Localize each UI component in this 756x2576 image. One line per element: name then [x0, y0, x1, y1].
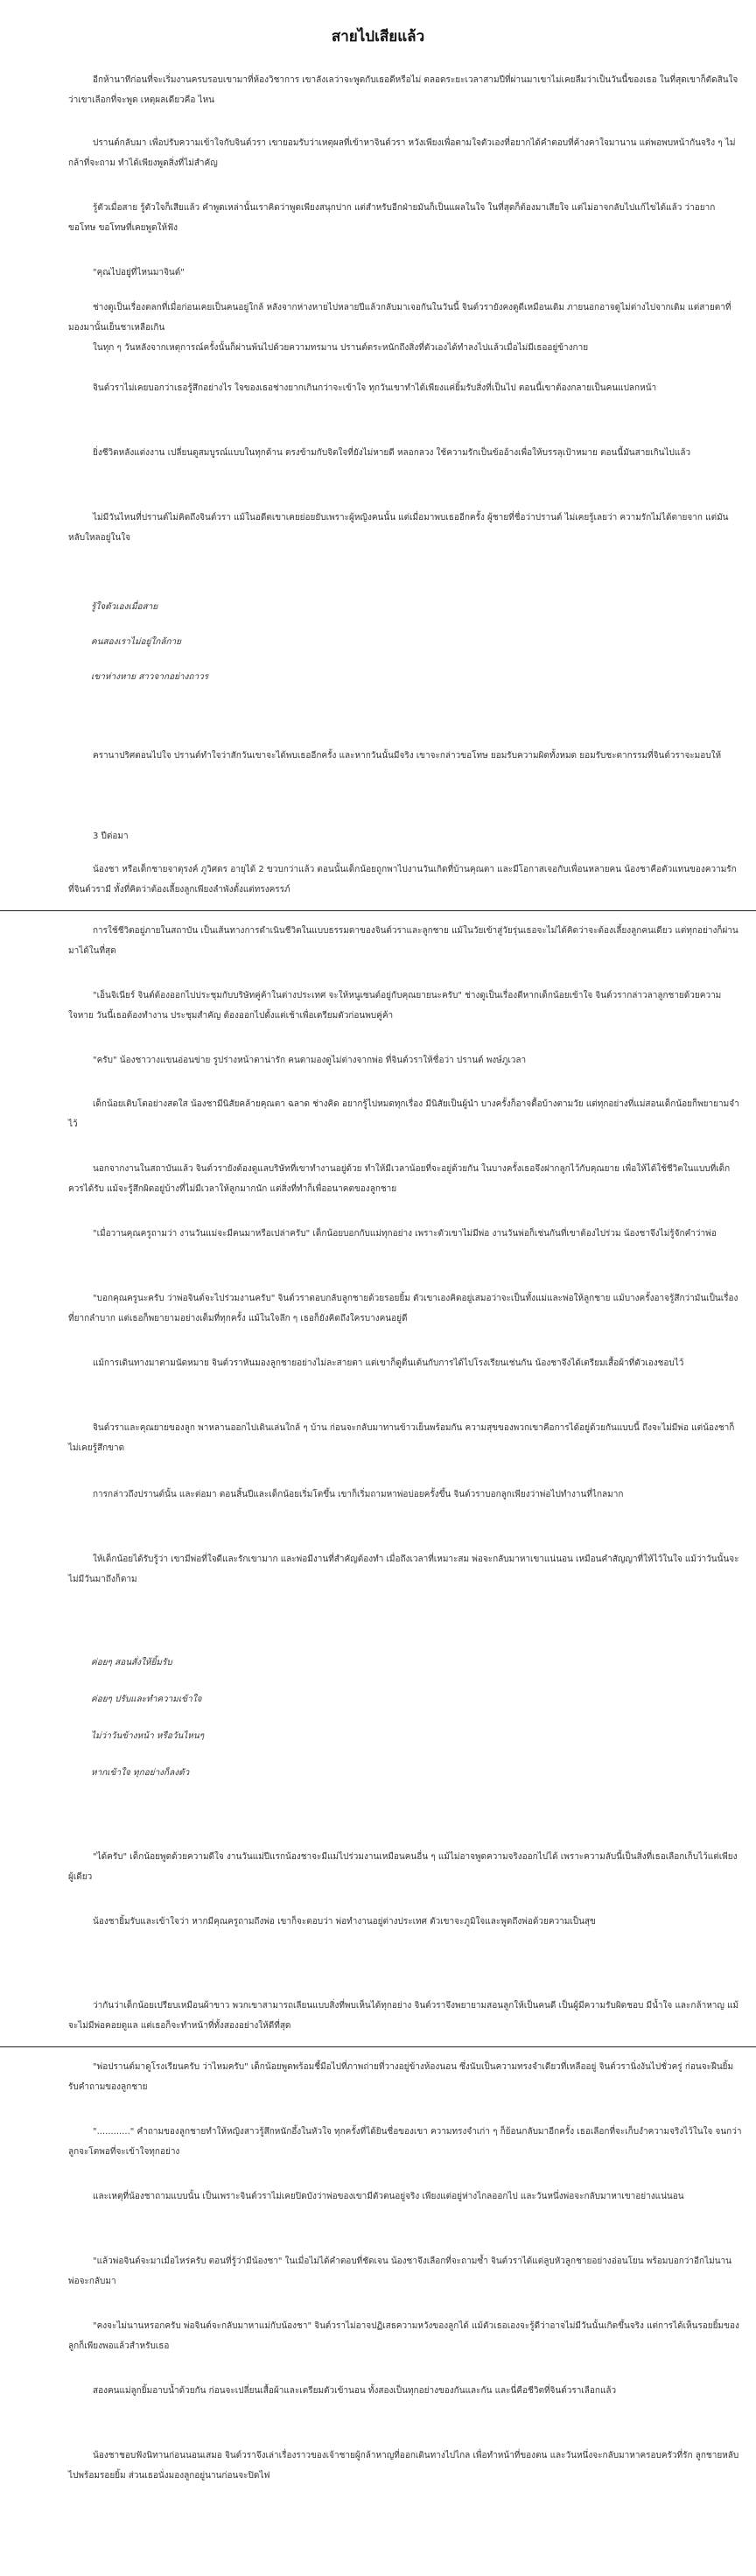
paragraph: รู้ตัวเมื่อสาย รู้ตัวใจก็เสียแล้ว คำพูดเหล่านั้นเราคิดว่าพูดเพียงสนุกปาก แต่สำหรับอีกฝ่ายมันก็เป็นแผลในใจ ในที่สุดก็ต้องมาเสียใจ แต่ไม่อาจกลับไปแก้ไขได้แล้ว ว่าอยากขอโทษ ขอโทษที่เคยพูดให้ฟัง [68, 203, 716, 233]
poem-line: ค่อยๆ ปรับและทำความเข้าใจ [91, 1695, 202, 1704]
paragraph: สองคนแม่ลูกยิ้มอาบน้ำด้วยกัน ก่อนจะเปลี่ยนเสื้อผ้าและเตรียมตัวเข้านอน ทั้งสองเป็นทุกอย่างของกันและกัน และนี่คือชีวิตที่จินต์วราเลือกแล้ว [93, 2386, 617, 2396]
paragraph: ช่างดูเป็นเรื่องตลกที่เมื่อก่อนเคยเป็นคนอยู่ใกล้ หลังจากห่างหายไปหลายปีแล้วกลับมาเจอกันในวันนี้ จินต์วรายังคงดูดีเหมือนเดิม ภายนอกอาจดูไม่ต่างไปจากเดิม แต่สายตาที่มองมานั้นเย็นชาเหลือเกิน [68, 303, 732, 333]
section-divider [0, 910, 756, 911]
poem-line: ไม่ว่าวันข้างหน้า หรือวันไหนๆ [91, 1731, 205, 1741]
paragraph: เด็กน้อยเติบโตอย่างสดใส น้องชามีนิสัยคล้ายคุณตา ฉลาด ช่างคิด อยากรู้ไปหมดทุกเรื่อง มีนิสัยเป็นผู้นำ บางครั้งก็อาจดื้อบ้างตามวัย แต่ทุกอย่างที่แม่สอนเด็กน้อยก็พยายามจำไว้ [68, 1099, 739, 1129]
paragraph: น้องชายิ้มรับและเข้าใจว่า หากมีคุณครูถามถึงพ่อ เขาก็จะตอบว่า พ่อทำงานอยู่ต่างประเทศ ตัวเขาจะภูมิใจและพูดถึงพ่อด้วยความเป็นสุข [93, 1917, 596, 1927]
dialogue-line: "เมื่อวานคุณครูถามว่า งานวันแม่จะมีคนมาหรือเปล่าครับ" เด็กน้อยบอกกับแม่ทุกอย่าง เพราะตัวเขาไม่มีพ่อ งานวันพ่อก็เช่นกันที่เขาต้องไปร่วม น้องชาจึงไม่รู้จักคำว่าพ่อ [93, 1229, 717, 1239]
dialogue-line: "บอกคุณครูนะครับ ว่าพ่อจินต์จะไปร่วมงานครับ" จินต์วราตอบกลับลูกชายด้วยรอยยิ้ม ตัวเขาเองคิดอยู่เสมอว่าจะเป็นทั้งแม่และพ่อให้ลูกชาย แม้บางครั้งอาจรู้สึกว่ามันเป็นเรื่องที่ยากลำบาก แต่เธอก็พยายามอย่างเต็มที่ทุกครั้ง แม้ในใจลึก ๆ เธอก็ยังคิดถึงใครบางคนอยู่ดี [68, 1294, 738, 1323]
paragraph: แม้การเดินทางมาตามนัดหมาย จินต์วราหันมองลูกชายอย่างไม่ละสายตา แต่เขาก็ดูตื่นเต้นกับการได้ไปโรงเรียนเช่นกัน น้องชาจึงได้เตรียมเสื้อผ้าที่ตัวเองชอบไว้ [93, 1358, 684, 1368]
paragraph: น้องชาชอบฟังนิทานก่อนนอนเสมอ จินต์วราจึงเล่าเรื่องราวของเจ้าชายผู้กล้าหาญที่ออกเดินทางไปไกล เพื่อทำหน้าที่ของตน และวันหนึ่งจะกลับมาหาครอบครัวที่รัก ลูกชายหลับไปพร้อมรอยยิ้ม ส่วนเธอนั่งมองลูกอยู่นานก่อนจะปิดไฟ [68, 2451, 739, 2481]
paragraph: ยิ่งชีวิตหลังแต่งงาน เปลี่ยนดูสมบูรณ์แบบในทุกด้าน ตรงข้ามกับจิตใจที่ยังไม่หายดี หลอกลวง ใช้ความรักเป็นข้ออ้างเพื่อให้บรรลุเป้าหมาย ตอนนี้มันสายเกินไปแล้ว [93, 448, 691, 458]
paragraph: ว่ากันว่าเด็กน้อยเปรียบเหมือนผ้าขาว พวกเขาสามารถเลียนแบบสิ่งที่พบเห็นได้ทุกอย่าง จินต์วราจึงพยายามสอนลูกให้เป็นคนดี เป็นผู้มีความรับผิดชอบ มีน้ำใจ และกล้าหาญ แม้จะไม่มีพ่อคอยดูแล แต่เธอก็จะทำหน้าที่ทั้งสองอย่างให้ดีที่สุด [68, 2001, 739, 2031]
poem-line: คนสองเราไม่อยู่ใกล้กาย [91, 637, 182, 647]
paragraph: จินต์วราและคุณยายของลูก พาหลานออกไปเดินเล่นใกล้ ๆ บ้าน ก่อนจะกลับมาทานข้าวเย็นพร้อมกัน ความสุขของพวกเขาคือการได้อยู่ด้วยกันแบบนี้ ถึงจะไม่มีพ่อ แต่น้องชาก็ไม่เคยรู้สึกขาด [68, 1423, 735, 1453]
dialogue-line: "เอ็นจิเนียร์ จินต์ต้องออกไปประชุมกับบริษัทคู่ค้าในต่างประเทศ จะให้หนูเซนต์อยู่กับคุณยายนะครับ" ช่างดูเป็นเรื่องดีหากเด็กน้อยเข้าใจ จินต์วรากล่าวลาลูกชายด้วยความใจหาย วันนี้เธอต้องทำงาน ประชุมสำคัญ ต้องออกไปตั้งแต่เช้าเพื่อเตรียมตัวก่อนพบคู่ค้า [68, 991, 722, 1021]
dialogue-line: "ครับ" น้องชาวางแขนอ่อนข่าย รูปร่างหน้าตาน่ารัก คนตามองดูไม่ต่างจากพ่อ ที่จินต์วราให้ชื่อว่า ปรานต์ พงษ์ภูเวลา [93, 1056, 527, 1065]
paragraph: "............" คำถามของลูกชายทำให้หญิงสาวรู้สึกหนักอึ้งในหัวใจ ทุกครั้งที่ได้ยินชื่อของเขา ความทรงจำเก่า ๆ ก็ย้อนกลับมาอีกครั้ง เธอเลือกที่จะเก็บงำความจริงไว้ในใจ จนกว่าลูกจะโตพอที่จะเข้าใจทุกอย่าง [68, 2127, 742, 2157]
paragraph: จินต์วราไม่เคยบอกว่าเธอรู้สึกอย่างไร ใจของเธอช่างยากเกินกว่าจะเข้าใจ ทุกวันเขาทำได้เพียงแค่ยิ้มรับสิ่งที่เป็นไป ตอนนี้เขาต้องกลายเป็นคนแปลกหน้า [93, 383, 657, 393]
paragraph: ครานาปริศตอนไปใจ ปรานต์ทำใจว่าสักวันเขาจะได้พบเธออีกครั้ง และหากวันนั้นมีจริง เขาจะกล่าวขอโทษ ยอมรับความผิดทั้งหมด ยอมรับชะตากรรมที่จินต์วราจะมอบให้ [93, 751, 722, 761]
dialogue-line: "พ่อปรานต์มาดูโรงเรียนครับ ว่าไหมครับ" เด็กน้อยพูดพร้อมชี้มือไปที่ภาพถ่ายที่วางอยู่ข้างห้องนอน ซึ่งนับเป็นความทรงจำเดียวที่เหลืออยู่ จินต์วรานิ่งงันไปชั่วครู่ ก่อนจะฝืนยิ้มรับคำถามของลูกชาย [68, 2062, 734, 2092]
paragraph: และเหตุที่น้องชาถามแบบนั้น เป็นเพราะจินต์วราไม่เคยปิดบังว่าพ่อของเขามีตัวตนอยู่จริง เพียงแต่อยู่ห่างไกลออกไป และวันหนึ่งพ่อจะกลับมาหาเขาอย่างแน่นอน [93, 2192, 684, 2201]
poem-line: เขาห่างหาย สาวจากอย่างถาวร [91, 672, 209, 682]
poem-line: หากเข้าใจ ทุกอย่างก็ลงตัว [91, 1768, 190, 1778]
paragraph: น้องชา หรือเด็กชายจาตุรงค์ ภูวิศดร อายุได้ 2 ขวบกว่าแล้ว ตอนนั้นเด็กน้อยถูกพาไปงานวันเกิดที่บ้านคุณตา และมีโอกาสเจอกับเพื่อนหลายคน น้องชาคือตัวแทนของความรักที่จินต์วรามี ทั้งที่คิดว่าต้องเลี้ยงลูกเพียงลำพังตั้งแต่ทรงครรภ์ [68, 865, 737, 895]
poem-line: รู้ใจตัวเองเมื่อสาย [91, 602, 158, 612]
poem-line: ค่อยๆ สอนสั่งให้ยิ้มรับ [91, 1658, 172, 1667]
dialogue-line: "คงจะไม่นานหรอกครับ พ่อจินต์จะกลับมาหาแม่กับน้องชา" จินต์วราไม่อาจปฏิเสธความหวังของลูกได้ แม้ตัวเธอเองจะรู้ดีว่าอาจไม่มีวันนั้นเกิดขึ้นจริง แต่การได้เห็นรอยยิ้มของลูกก็เพียงพอแล้วสำหรับเธอ [68, 2321, 739, 2351]
document-title: สายไปเสียแล้ว [331, 28, 425, 46]
paragraph: ปรานต์กลับมา เพื่อปรับความเข้าใจกับจินต์วรา เขายอมรับว่าเหตุผลที่เข้าหาจินต์วรา หวังเพียงเพื่อตามใจตัวเองที่อยากได้คำตอบที่ค้างคาใจมานาน แต่พอพบหน้ากันจริง ๆ ไม่กล้าที่จะถาม ทำได้เพียงพูดสิ่งที่ไม่สำคัญ [68, 138, 736, 168]
paragraph: การใช้ชีวิตอยู่ภายในสถาบัน เป็นเส้นทางการดำเนินชีวิตในแบบธรรมดาของจินต์วราและลูกชาย แม้ในวัยเข้าสู่วัยรุ่นเธอจะไม่ได้คิดว่าจะต้องเลี้ยงลูกคนเดียว แต่ทุกอย่างก็ผ่านมาได้ในที่สุด [68, 926, 738, 956]
dialogue-line: "แล้วพ่อจินต์จะมาเมื่อไหร่ครับ ตอนที่รู้ว่ามีน้องชา" ในเมื่อไม่ได้คำตอบที่ชัดเจน น้องชาจึงเลือกที่จะถามซ้ำ จินต์วราได้แต่ลูบหัวลูกชายอย่างอ่อนโยน พร้อมบอกว่าอีกไม่นานพ่อจะกลับมา [68, 2257, 732, 2286]
paragraph: ไม่มีวันไหนที่ปรานต์ไม่คิดถึงจินต์วรา แม้ในอดีตเขาเคยย่อยยับเพราะผู้หญิงคนนั้น แต่เมื่อมาพบเธออีกครั้ง ผู้ชายที่ชื่อว่าปรานต์ ไม่เคยรู้เลยว่า ความรักไม่ได้ตายจาก แต่มันหลับใหลอยู่ในใจ [68, 513, 729, 543]
section-divider [0, 2046, 756, 2047]
dialogue-line: "ได้ครับ" เด็กน้อยพูดด้วยความดีใจ งานวันแม่ปีแรกน้องชาจะมีแม่ไปร่วมงานเหมือนคนอื่น ๆ แม้ไม่อาจพูดความจริงออกไปได้ เพราะความลับนี้เป็นสิ่งที่เธอเลือกเก็บไว้แต่เพียงผู้เดียว [68, 1852, 738, 1882]
paragraph: ในทุก ๆ วันหลังจากเหตุการณ์ครั้งนั้นก็ผ่านพ้นไปด้วยความทรมาน ปรานต์ตระหนักถึงสิ่งที่ตัวเองได้ทำลงไปแล้วเมื่อไม่มีเธออยู่ข้างกาย [93, 343, 589, 353]
paragraph: การกล่าวถึงปรานต์นั้น และต่อมา ตอนสิ้นปีและเด็กน้อยเริ่มโตขึ้น เขาก็เริ่มถามหาพ่อบ่อยครั้งขึ้น จินต์วราบอกลูกเพียงว่าพ่อไปทำงานที่ไกลมาก [93, 1490, 624, 1499]
dialogue-line: "คุณไปอยู่ที่ไหนมาจินต์" [93, 268, 185, 277]
paragraph: อีกห้านาทีก่อนที่จะเริ่มงานครบรอบเขามาที่ห้องวิชาการ เขาลังเลว่าจะพูดกับเธอดีหรือไม่ ตลอดระยะเวลาสามปีที่ผ่านมาเขาไม่เคยลืมว่าเป็นวันนี้ของเธอ ในที่สุดเขาก็ตัดสินใจว่าเขาเลือกที่จะพูด เหตุผลเดียวคือ ไหน [68, 75, 738, 105]
paragraph: นอกจากงานในสถาบันแล้ว จินต์วรายังต้องดูแลบริษัทที่เขาทำงานอยู่ด้วย ทำให้มีเวลาน้อยที่จะอยู่ด้วยกัน ในบางครั้งเธอจึงฝากลูกไว้กับคุณยาย เพื่อให้ได้ใช้ชีวิตในแบบที่เด็กควรได้รับ แม้จะรู้สึกผิดอยู่บ้างที่ไม่มีเวลาให้ลูกมากนัก แต่สิ่งที่ทำก็เพื่ออนาคตของลูกชาย [68, 1164, 731, 1194]
paragraph: ให้เด็กน้อยได้รับรู้ว่า เขามีพ่อที่ใจดีและรักเขามาก และพ่อมีงานที่สำคัญต้องทำ เมื่อถึงเวลาที่เหมาะสม พ่อจะกลับมาหาเขาแน่นอน เหมือนคำสัญญาที่ให้ไว้ในใจ แม้ว่าวันนั้นจะไม่มีวันมาถึงก็ตาม [68, 1555, 739, 1584]
time-marker: 3 ปีต่อมา [93, 832, 129, 841]
